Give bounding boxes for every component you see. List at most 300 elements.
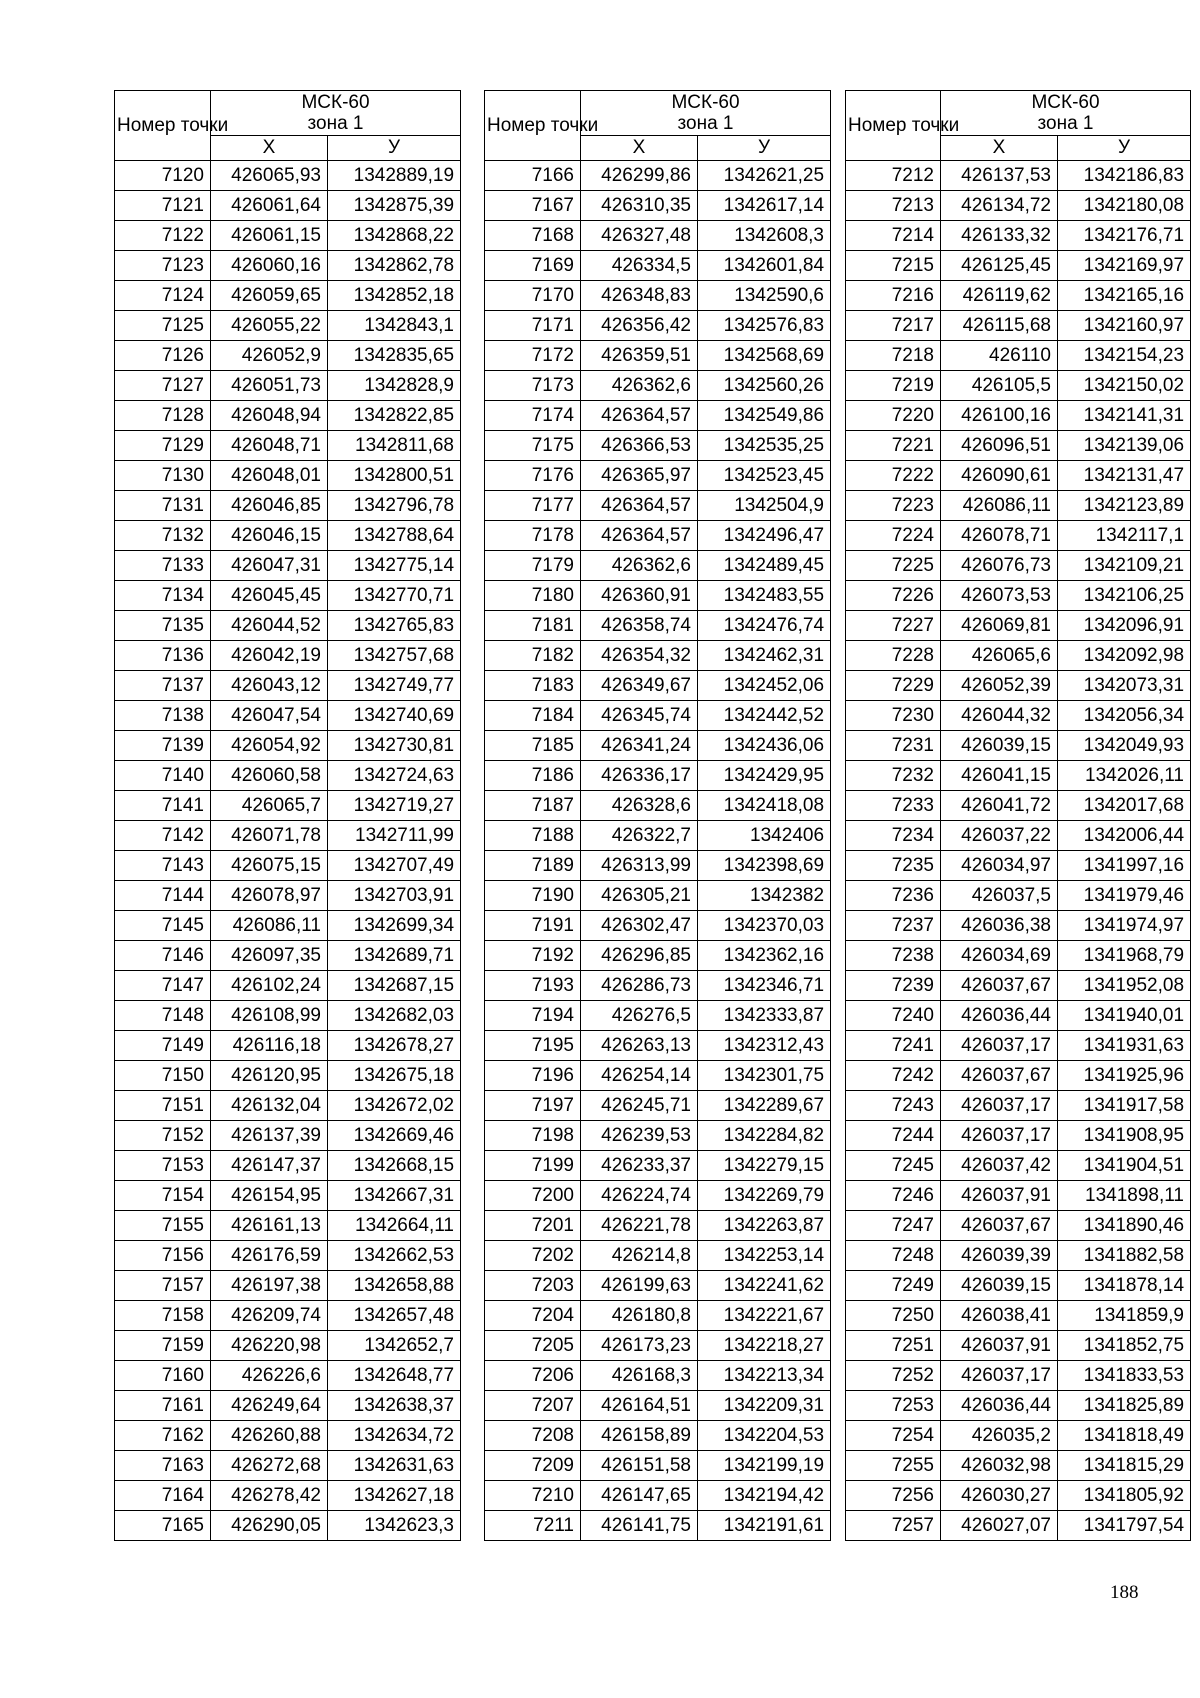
x-coordinate-cell: 426061,15 bbox=[211, 221, 328, 251]
y-coordinate-cell: 1342154,23 bbox=[1058, 341, 1191, 371]
x-coordinate-cell: 426354,32 bbox=[581, 641, 698, 671]
table-row bbox=[846, 521, 1191, 551]
point-number-cell: 7194 bbox=[485, 1001, 581, 1031]
point-number-cell: 7166 bbox=[485, 161, 581, 191]
table-row bbox=[846, 731, 1191, 761]
table-row bbox=[115, 1511, 461, 1541]
table-row bbox=[485, 1061, 831, 1091]
point-number-cell: 7203 bbox=[485, 1271, 581, 1301]
y-coordinate-cell: 1342672,02 bbox=[328, 1091, 461, 1121]
y-coordinate-cell: 1342617,14 bbox=[698, 191, 831, 221]
table-row bbox=[485, 551, 831, 581]
y-coordinate-cell: 1341882,58 bbox=[1058, 1241, 1191, 1271]
y-coordinate-cell: 1342333,87 bbox=[698, 1001, 831, 1031]
point-number-cell: 7164 bbox=[115, 1481, 211, 1511]
x-coordinate-cell: 426042,19 bbox=[211, 641, 328, 671]
x-coordinate-cell: 426036,44 bbox=[941, 1391, 1058, 1421]
y-coordinate-cell: 1341890,46 bbox=[1058, 1211, 1191, 1241]
point-number-cell: 7205 bbox=[485, 1331, 581, 1361]
y-coordinate-cell: 1342370,03 bbox=[698, 911, 831, 941]
table-row bbox=[846, 1001, 1191, 1031]
point-number-cell: 7171 bbox=[485, 311, 581, 341]
point-number-cell: 7208 bbox=[485, 1421, 581, 1451]
y-coordinate-cell: 1342811,68 bbox=[328, 431, 461, 461]
table-row bbox=[115, 941, 461, 971]
table-row bbox=[846, 1511, 1191, 1541]
point-number-cell: 7127 bbox=[115, 371, 211, 401]
y-coordinate-cell: 1342687,15 bbox=[328, 971, 461, 1001]
table-row bbox=[115, 1331, 461, 1361]
table-row bbox=[115, 1421, 461, 1451]
y-coordinate-cell: 1342462,31 bbox=[698, 641, 831, 671]
y-coordinate-cell: 1341797,54 bbox=[1058, 1511, 1191, 1541]
point-number-cell: 7250 bbox=[846, 1301, 941, 1331]
x-coordinate-cell: 426027,07 bbox=[941, 1511, 1058, 1541]
x-coordinate-cell: 426052,9 bbox=[211, 341, 328, 371]
table-row bbox=[115, 821, 461, 851]
x-coordinate-cell: 426239,53 bbox=[581, 1121, 698, 1151]
y-coordinate-cell: 1342346,71 bbox=[698, 971, 831, 1001]
table-row bbox=[846, 431, 1191, 461]
y-coordinate-cell: 1341974,97 bbox=[1058, 911, 1191, 941]
x-coordinate-cell: 426071,78 bbox=[211, 821, 328, 851]
y-coordinate-cell: 1342689,71 bbox=[328, 941, 461, 971]
point-number-cell: 7211 bbox=[485, 1511, 581, 1541]
x-coordinate-cell: 426358,74 bbox=[581, 611, 698, 641]
x-column-header: Х bbox=[211, 136, 328, 161]
point-number-cell: 7254 bbox=[846, 1421, 941, 1451]
point-number-cell: 7198 bbox=[485, 1121, 581, 1151]
x-coordinate-cell: 426054,92 bbox=[211, 731, 328, 761]
y-coordinate-cell: 1341931,63 bbox=[1058, 1031, 1191, 1061]
y-coordinate-cell: 1342590,6 bbox=[698, 281, 831, 311]
point-number-cell: 7209 bbox=[485, 1451, 581, 1481]
x-coordinate-cell: 426272,68 bbox=[211, 1451, 328, 1481]
point-number-cell: 7169 bbox=[485, 251, 581, 281]
table-row bbox=[485, 761, 831, 791]
x-coordinate-cell: 426310,35 bbox=[581, 191, 698, 221]
point-number-cell: 7152 bbox=[115, 1121, 211, 1151]
table-body bbox=[485, 161, 831, 1541]
x-coordinate-cell: 426302,47 bbox=[581, 911, 698, 941]
y-coordinate-cell: 1342757,68 bbox=[328, 641, 461, 671]
table-row bbox=[485, 821, 831, 851]
point-number-cell: 7191 bbox=[485, 911, 581, 941]
point-number-cell: 7204 bbox=[485, 1301, 581, 1331]
point-number-cell: 7135 bbox=[115, 611, 211, 641]
table-row bbox=[846, 221, 1191, 251]
table-row bbox=[485, 371, 831, 401]
table-row bbox=[485, 881, 831, 911]
table-row bbox=[846, 281, 1191, 311]
x-coordinate-cell: 426336,17 bbox=[581, 761, 698, 791]
point-number-cell: 7157 bbox=[115, 1271, 211, 1301]
x-coordinate-cell: 426055,22 bbox=[211, 311, 328, 341]
x-coordinate-cell: 426116,18 bbox=[211, 1031, 328, 1061]
x-coordinate-cell: 426110 bbox=[941, 341, 1058, 371]
table-row bbox=[846, 371, 1191, 401]
y-coordinate-cell: 1342150,02 bbox=[1058, 371, 1191, 401]
x-coordinate-cell: 426037,67 bbox=[941, 1061, 1058, 1091]
x-coordinate-cell: 426168,3 bbox=[581, 1361, 698, 1391]
table-row bbox=[485, 911, 831, 941]
x-coordinate-cell: 426035,2 bbox=[941, 1421, 1058, 1451]
point-number-cell: 7188 bbox=[485, 821, 581, 851]
table-body bbox=[115, 161, 461, 1541]
table-row bbox=[846, 1121, 1191, 1151]
y-coordinate-cell: 1342418,08 bbox=[698, 791, 831, 821]
table-row bbox=[846, 251, 1191, 281]
x-coordinate-cell: 426328,6 bbox=[581, 791, 698, 821]
point-number-cell: 7158 bbox=[115, 1301, 211, 1331]
table-header bbox=[846, 91, 1191, 161]
point-number-cell: 7239 bbox=[846, 971, 941, 1001]
point-number-cell: 7192 bbox=[485, 941, 581, 971]
table-row bbox=[115, 251, 461, 281]
point-number-cell: 7134 bbox=[115, 581, 211, 611]
point-number-cell: 7224 bbox=[846, 521, 941, 551]
x-coordinate-cell: 426044,52 bbox=[211, 611, 328, 641]
y-coordinate-cell: 1342668,15 bbox=[328, 1151, 461, 1181]
x-coordinate-cell: 426037,67 bbox=[941, 1211, 1058, 1241]
y-coordinate-cell: 1342176,71 bbox=[1058, 221, 1191, 251]
point-number-cell: 7124 bbox=[115, 281, 211, 311]
table-row bbox=[846, 701, 1191, 731]
table-row bbox=[485, 791, 831, 821]
x-coordinate-cell: 426097,35 bbox=[211, 941, 328, 971]
point-number-cell: 7210 bbox=[485, 1481, 581, 1511]
table-row bbox=[485, 1301, 831, 1331]
y-coordinate-cell: 1342667,31 bbox=[328, 1181, 461, 1211]
y-coordinate-cell: 1342165,16 bbox=[1058, 281, 1191, 311]
y-coordinate-cell: 1342800,51 bbox=[328, 461, 461, 491]
point-number-cell: 7156 bbox=[115, 1241, 211, 1271]
x-coordinate-cell: 426348,83 bbox=[581, 281, 698, 311]
x-coordinate-cell: 426065,7 bbox=[211, 791, 328, 821]
x-coordinate-cell: 426161,13 bbox=[211, 1211, 328, 1241]
x-coordinate-cell: 426151,58 bbox=[581, 1451, 698, 1481]
x-coordinate-cell: 426327,48 bbox=[581, 221, 698, 251]
y-coordinate-cell: 1341859,9 bbox=[1058, 1301, 1191, 1331]
coordinate-system-header bbox=[581, 91, 831, 136]
y-coordinate-cell: 1342442,52 bbox=[698, 701, 831, 731]
table-row bbox=[846, 611, 1191, 641]
point-number-cell: 7212 bbox=[846, 161, 941, 191]
table-row bbox=[846, 1451, 1191, 1481]
x-coordinate-cell: 426039,15 bbox=[941, 731, 1058, 761]
x-coordinate-cell: 426046,85 bbox=[211, 491, 328, 521]
table-row bbox=[115, 1121, 461, 1151]
table-row bbox=[115, 761, 461, 791]
y-coordinate-cell: 1342719,27 bbox=[328, 791, 461, 821]
point-number-cell: 7240 bbox=[846, 1001, 941, 1031]
x-coordinate-cell: 426037,5 bbox=[941, 881, 1058, 911]
y-coordinate-cell: 1342186,83 bbox=[1058, 161, 1191, 191]
x-coordinate-cell: 426220,98 bbox=[211, 1331, 328, 1361]
table-row bbox=[485, 251, 831, 281]
x-coordinate-cell: 426105,5 bbox=[941, 371, 1058, 401]
table-row bbox=[485, 1241, 831, 1271]
y-coordinate-cell: 1341878,14 bbox=[1058, 1271, 1191, 1301]
x-coordinate-cell: 426362,6 bbox=[581, 371, 698, 401]
y-coordinate-cell: 1342106,25 bbox=[1058, 581, 1191, 611]
point-number-cell: 7232 bbox=[846, 761, 941, 791]
x-column-header: Х bbox=[581, 136, 698, 161]
point-number-cell: 7149 bbox=[115, 1031, 211, 1061]
x-coordinate-cell: 426345,74 bbox=[581, 701, 698, 731]
x-column-header: Х bbox=[941, 136, 1058, 161]
coordinate-system-header bbox=[211, 91, 461, 136]
table-row bbox=[115, 1361, 461, 1391]
table-row bbox=[485, 521, 831, 551]
y-coordinate-cell: 1342843,1 bbox=[328, 311, 461, 341]
point-number-cell: 7121 bbox=[115, 191, 211, 221]
point-number-cell: 7234 bbox=[846, 821, 941, 851]
y-coordinate-cell: 1342476,74 bbox=[698, 611, 831, 641]
x-coordinate-cell: 426364,57 bbox=[581, 401, 698, 431]
x-coordinate-cell: 426047,54 bbox=[211, 701, 328, 731]
table-row bbox=[846, 1271, 1191, 1301]
y-coordinate-cell: 1341952,08 bbox=[1058, 971, 1191, 1001]
x-coordinate-cell: 426041,72 bbox=[941, 791, 1058, 821]
table-row bbox=[115, 161, 461, 191]
y-coordinate-cell: 1342740,69 bbox=[328, 701, 461, 731]
y-coordinate-cell: 1342707,49 bbox=[328, 851, 461, 881]
point-number-cell: 7228 bbox=[846, 641, 941, 671]
point-number-cell: 7251 bbox=[846, 1331, 941, 1361]
x-coordinate-cell: 426290,05 bbox=[211, 1511, 328, 1541]
x-coordinate-cell: 426032,98 bbox=[941, 1451, 1058, 1481]
x-coordinate-cell: 426076,73 bbox=[941, 551, 1058, 581]
table-row bbox=[485, 1481, 831, 1511]
table-row bbox=[115, 281, 461, 311]
table-row bbox=[846, 461, 1191, 491]
y-coordinate-cell: 1341898,11 bbox=[1058, 1181, 1191, 1211]
table-row bbox=[115, 1001, 461, 1031]
y-coordinate-cell: 1342648,77 bbox=[328, 1361, 461, 1391]
point-number-cell: 7197 bbox=[485, 1091, 581, 1121]
point-number-cell: 7216 bbox=[846, 281, 941, 311]
y-coordinate-cell: 1341968,79 bbox=[1058, 941, 1191, 971]
table-row bbox=[115, 551, 461, 581]
x-coordinate-cell: 426096,51 bbox=[941, 431, 1058, 461]
table-row bbox=[115, 731, 461, 761]
y-coordinate-cell: 1342835,65 bbox=[328, 341, 461, 371]
x-coordinate-cell: 426048,94 bbox=[211, 401, 328, 431]
point-number-cell: 7218 bbox=[846, 341, 941, 371]
point-number-cell: 7123 bbox=[115, 251, 211, 281]
table-row bbox=[485, 1391, 831, 1421]
y-coordinate-cell: 1342109,21 bbox=[1058, 551, 1191, 581]
table-row bbox=[485, 1511, 831, 1541]
point-number-cell: 7256 bbox=[846, 1481, 941, 1511]
point-number-cell: 7235 bbox=[846, 851, 941, 881]
table-row bbox=[115, 701, 461, 731]
table-row bbox=[485, 671, 831, 701]
point-number-cell: 7186 bbox=[485, 761, 581, 791]
x-coordinate-cell: 426065,93 bbox=[211, 161, 328, 191]
point-number-cell: 7207 bbox=[485, 1391, 581, 1421]
x-coordinate-cell: 426164,51 bbox=[581, 1391, 698, 1421]
x-coordinate-cell: 426075,15 bbox=[211, 851, 328, 881]
point-number-cell: 7246 bbox=[846, 1181, 941, 1211]
point-number-cell: 7138 bbox=[115, 701, 211, 731]
point-number-cell: 7125 bbox=[115, 311, 211, 341]
x-coordinate-cell: 426133,32 bbox=[941, 221, 1058, 251]
x-coordinate-cell: 426364,57 bbox=[581, 521, 698, 551]
point-number-cell: 7190 bbox=[485, 881, 581, 911]
point-number-cell: 7236 bbox=[846, 881, 941, 911]
y-coordinate-cell: 1342017,68 bbox=[1058, 791, 1191, 821]
zone-name: зона 1 bbox=[1037, 113, 1094, 134]
x-coordinate-cell: 426037,91 bbox=[941, 1181, 1058, 1211]
x-coordinate-cell: 426176,59 bbox=[211, 1241, 328, 1271]
x-coordinate-cell: 426030,27 bbox=[941, 1481, 1058, 1511]
y-coordinate-cell: 1341825,89 bbox=[1058, 1391, 1191, 1421]
y-coordinate-cell: 1342523,45 bbox=[698, 461, 831, 491]
point-number-cell: 7221 bbox=[846, 431, 941, 461]
y-coordinate-cell: 1342868,22 bbox=[328, 221, 461, 251]
y-coordinate-cell: 1341818,49 bbox=[1058, 1421, 1191, 1451]
table-row bbox=[115, 311, 461, 341]
table-row bbox=[115, 341, 461, 371]
y-coordinate-cell: 1342621,25 bbox=[698, 161, 831, 191]
point-number-cell: 7167 bbox=[485, 191, 581, 221]
point-number-cell: 7148 bbox=[115, 1001, 211, 1031]
point-number-cell: 7231 bbox=[846, 731, 941, 761]
table-row bbox=[485, 1151, 831, 1181]
table-row bbox=[115, 1151, 461, 1181]
point-number-cell: 7225 bbox=[846, 551, 941, 581]
y-coordinate-cell: 1342194,42 bbox=[698, 1481, 831, 1511]
table-row bbox=[115, 431, 461, 461]
point-number-cell: 7172 bbox=[485, 341, 581, 371]
table-row bbox=[846, 971, 1191, 1001]
y-coordinate-cell: 1342117,1 bbox=[1058, 521, 1191, 551]
y-coordinate-cell: 1341852,75 bbox=[1058, 1331, 1191, 1361]
table-row bbox=[846, 881, 1191, 911]
system-name: МСК-60 bbox=[671, 92, 740, 113]
table-row bbox=[485, 1451, 831, 1481]
x-coordinate-cell: 426125,45 bbox=[941, 251, 1058, 281]
table-row bbox=[485, 491, 831, 521]
table-row bbox=[115, 1031, 461, 1061]
table-row bbox=[115, 851, 461, 881]
table-row bbox=[485, 1091, 831, 1121]
y-coordinate-cell: 1342822,85 bbox=[328, 401, 461, 431]
y-coordinate-cell: 1342213,34 bbox=[698, 1361, 831, 1391]
y-coordinate-cell: 1342289,67 bbox=[698, 1091, 831, 1121]
table-row bbox=[115, 911, 461, 941]
point-number-cell: 7222 bbox=[846, 461, 941, 491]
point-number-cell: 7255 bbox=[846, 1451, 941, 1481]
y-coordinate-cell: 1342049,93 bbox=[1058, 731, 1191, 761]
table-row bbox=[115, 1181, 461, 1211]
point-number-cell: 7185 bbox=[485, 731, 581, 761]
point-number-cell: 7180 bbox=[485, 581, 581, 611]
point-number-cell: 7168 bbox=[485, 221, 581, 251]
table-row bbox=[485, 971, 831, 1001]
y-coordinate-cell: 1342489,45 bbox=[698, 551, 831, 581]
y-coordinate-cell: 1342875,39 bbox=[328, 191, 461, 221]
y-coordinate-cell: 1342253,14 bbox=[698, 1241, 831, 1271]
table-row bbox=[115, 491, 461, 521]
point-number-cell: 7143 bbox=[115, 851, 211, 881]
y-coordinate-cell: 1342775,14 bbox=[328, 551, 461, 581]
table-row bbox=[115, 671, 461, 701]
y-coordinate-cell: 1342699,34 bbox=[328, 911, 461, 941]
table-row bbox=[846, 1151, 1191, 1181]
table-row bbox=[115, 221, 461, 251]
x-coordinate-cell: 426037,22 bbox=[941, 821, 1058, 851]
table-body bbox=[846, 161, 1191, 1541]
table-row bbox=[485, 581, 831, 611]
table-row bbox=[485, 1001, 831, 1031]
point-number-cell: 7215 bbox=[846, 251, 941, 281]
point-number-cell: 7170 bbox=[485, 281, 581, 311]
point-number-cell: 7247 bbox=[846, 1211, 941, 1241]
point-number-cell: 7162 bbox=[115, 1421, 211, 1451]
table-row bbox=[846, 1241, 1191, 1271]
point-number-cell: 7140 bbox=[115, 761, 211, 791]
table-row bbox=[115, 1241, 461, 1271]
x-coordinate-cell: 426360,91 bbox=[581, 581, 698, 611]
point-number-cell: 7242 bbox=[846, 1061, 941, 1091]
x-coordinate-cell: 426043,12 bbox=[211, 671, 328, 701]
table-row bbox=[485, 401, 831, 431]
x-coordinate-cell: 426362,6 bbox=[581, 551, 698, 581]
x-coordinate-cell: 426147,37 bbox=[211, 1151, 328, 1181]
y-coordinate-cell: 1342123,89 bbox=[1058, 491, 1191, 521]
x-coordinate-cell: 426037,42 bbox=[941, 1151, 1058, 1181]
point-number-cell: 7176 bbox=[485, 461, 581, 491]
y-coordinate-cell: 1342796,78 bbox=[328, 491, 461, 521]
table-row bbox=[846, 1031, 1191, 1061]
page-number: 188 bbox=[1110, 1582, 1139, 1603]
point-number-cell: 7193 bbox=[485, 971, 581, 1001]
point-number-cell: 7126 bbox=[115, 341, 211, 371]
y-coordinate-cell: 1342312,43 bbox=[698, 1031, 831, 1061]
y-coordinate-cell: 1342711,99 bbox=[328, 821, 461, 851]
x-coordinate-cell: 426278,42 bbox=[211, 1481, 328, 1511]
x-coordinate-cell: 426060,58 bbox=[211, 761, 328, 791]
y-coordinate-cell: 1342862,78 bbox=[328, 251, 461, 281]
table-row bbox=[846, 791, 1191, 821]
table-row bbox=[115, 881, 461, 911]
x-coordinate-cell: 426158,89 bbox=[581, 1421, 698, 1451]
x-coordinate-cell: 426100,16 bbox=[941, 401, 1058, 431]
coordinates-table bbox=[114, 90, 461, 1541]
y-coordinate-cell: 1342429,95 bbox=[698, 761, 831, 791]
point-number-cell: 7151 bbox=[115, 1091, 211, 1121]
y-coordinate-cell: 1342568,69 bbox=[698, 341, 831, 371]
x-coordinate-cell: 426132,04 bbox=[211, 1091, 328, 1121]
x-coordinate-cell: 426359,51 bbox=[581, 341, 698, 371]
table-row bbox=[115, 191, 461, 221]
y-coordinate-cell: 1342221,67 bbox=[698, 1301, 831, 1331]
table-row bbox=[485, 941, 831, 971]
x-coordinate-cell: 426034,97 bbox=[941, 851, 1058, 881]
table-row bbox=[846, 401, 1191, 431]
y-coordinate-cell: 1342657,48 bbox=[328, 1301, 461, 1331]
table-row bbox=[485, 1121, 831, 1151]
y-coordinate-cell: 1342269,79 bbox=[698, 1181, 831, 1211]
table-row bbox=[485, 731, 831, 761]
x-coordinate-cell: 426108,99 bbox=[211, 1001, 328, 1031]
table-row bbox=[846, 671, 1191, 701]
x-coordinate-cell: 426233,37 bbox=[581, 1151, 698, 1181]
x-coordinate-cell: 426296,85 bbox=[581, 941, 698, 971]
